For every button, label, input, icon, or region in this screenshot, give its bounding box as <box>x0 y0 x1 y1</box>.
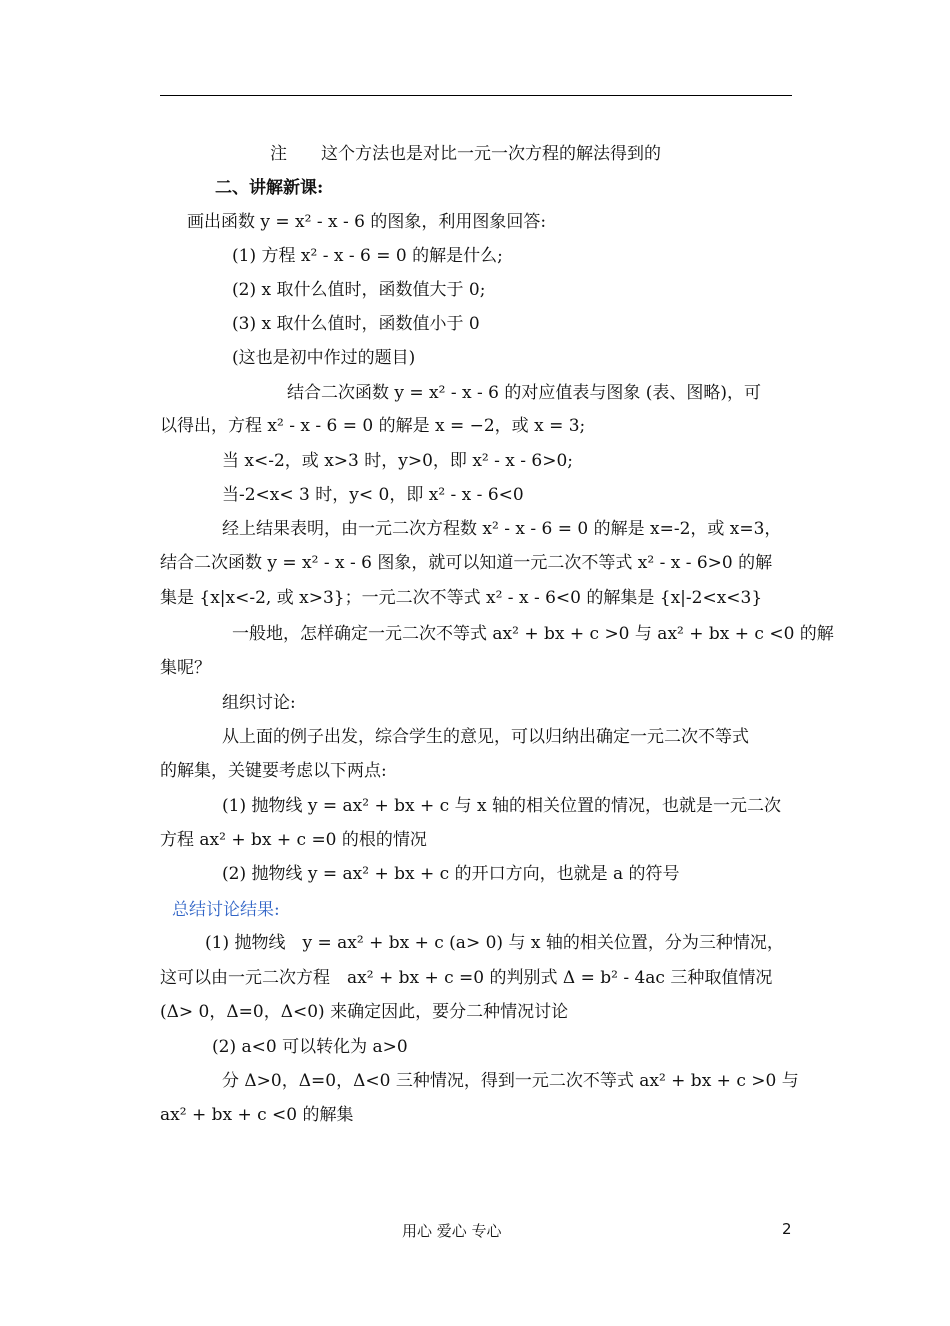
paragraph-line: 方程 ax² + bx + c =0 的根的情况 <box>160 830 427 850</box>
question-1: (1) 方程 x² - x - 6 = 0 的解是什么; <box>232 246 503 266</box>
paragraph-line: 结合二次函数 y = x² - x - 6 的对应值表与图象 (表、图略)，可 <box>287 383 762 403</box>
paragraph-line: 经上结果表明，由一元二次方程数 x² - x - 6 = 0 的解是 x=-2，或 x=3， <box>222 519 782 539</box>
note-line: 注 这个方法也是对比一元一次方程的解法得到的 <box>270 144 661 164</box>
paragraph-line: 分 Δ>0，Δ=0，Δ<0 三种情况，得到一元二次不等式 ax² + bx + c >0 与 <box>222 1071 799 1091</box>
section-heading: 二、讲解新课: <box>215 178 324 198</box>
paragraph-line: 集呢？ <box>160 658 211 678</box>
paragraph-line: 当-2<x< 3 时，y< 0，即 x² - x - 6<0 <box>222 485 524 505</box>
paragraph-line: (2) 抛物线 y = ax² + bx + c 的开口方向，也就是 a 的符号 <box>222 864 680 884</box>
task-intro: 画出函数 y = x² - x - 6 的图象，利用图象回答: <box>187 212 547 232</box>
page-number: 2 <box>782 1220 792 1238</box>
paragraph-line: 从上面的例子出发，综合学生的意见，可以归纳出确定一元二次不等式 <box>222 727 749 747</box>
paragraph-line: (Δ> 0，Δ=0，Δ<0) 来确定因此，要分二种情况讨论 <box>160 1002 569 1022</box>
paragraph-line: 结合二次函数 y = x² - x - 6 图象，就可以知道一元二次不等式 x² - x - 6>0 的解 <box>160 553 773 573</box>
question-3: (3) x 取什么值时，函数值小于 0 <box>232 314 480 334</box>
question-2: (2) x 取什么值时，函数值大于 0; <box>232 280 486 300</box>
paragraph-line: 集是 {x|x<-2, 或 x>3}；一元二次不等式 x² - x - 6<0 的解集是 {x|-2<x<3} <box>160 588 763 608</box>
footer-motto: 用心 爱心 专心 <box>402 1222 502 1240</box>
paragraph-line: ax² + bx + c <0 的解集 <box>160 1105 354 1125</box>
paragraph-line: (2) a<0 可以转化为 a>0 <box>212 1037 408 1057</box>
paragraph-line: (1) 抛物线 y = ax² + bx + c (a> 0) 与 x 轴的相关位置，分为三种情况， <box>205 933 784 953</box>
paragraph-line: 这可以由一元二次方程 ax² + bx + c =0 的判别式 Δ = b² - 4ac 三种取值情况 <box>160 968 773 988</box>
paragraph-line: 组织讨论: <box>222 693 296 713</box>
summary-heading: 总结讨论结果: <box>172 900 280 920</box>
header-rule <box>160 95 792 96</box>
paragraph-line: 一般地，怎样确定一元二次不等式 ax² + bx + c >0 与 ax² + bx + c <0 的解 <box>232 624 834 644</box>
paragraph-line: 的解集，关键要考虑以下两点: <box>160 761 387 781</box>
paragraph-line: 以得出，方程 x² - x - 6 = 0 的解是 x = −2，或 x = 3; <box>160 416 586 436</box>
paragraph-line: (1) 抛物线 y = ax² + bx + c 与 x 轴的相关位置的情况，也就是一元二次 <box>222 796 781 816</box>
paragraph-line: 当 x<-2，或 x>3 时，y>0，即 x² - x - 6>0; <box>222 451 574 471</box>
remark-line: (这也是初中作过的题目) <box>232 348 416 368</box>
